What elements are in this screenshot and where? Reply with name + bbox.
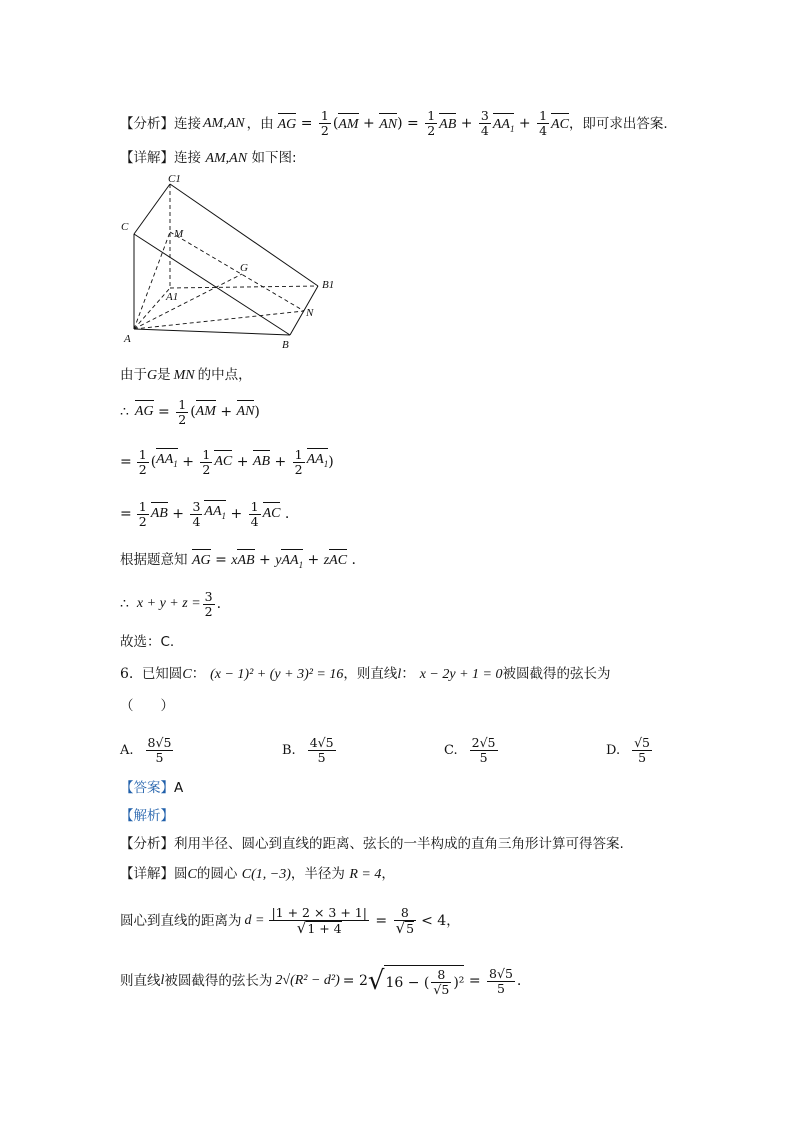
analysis-tag: 【分析】 — [120, 116, 174, 132]
solution-detail: 【详解】圆C的圆心 C(1, −3)，半径为 R = 4， — [120, 866, 395, 882]
question-6-paren: （ ） — [120, 698, 174, 714]
detail-tag: 【详解】 — [120, 150, 174, 166]
label-m: M — [174, 228, 184, 240]
answer-value: A — [174, 780, 184, 796]
label-a: A — [124, 333, 131, 345]
option-a[interactable]: A. $\frac{8√5}{5}$ — [120, 734, 172, 765]
step-3: = $\frac{1}{2}$ AB + $\frac{3}{4}$ $AA_1$ + $\frac{1}{4}$ AC . — [120, 498, 290, 529]
label-n: N — [306, 307, 314, 319]
distance-line: 圆心到直线的距离为 d = $\frac{|1 + 2 \times 3 + 1|}{√1 + 4}$ = $\frac{8}{√5}$ < 4 ， — [120, 905, 460, 937]
label-a1: A1 — [166, 291, 179, 303]
detail-line: 【详解】连接 AM,AN 如下图: — [120, 150, 297, 166]
solution-tag: 【解析】 — [120, 808, 174, 824]
midpoint-line: 由于G是 MN 的中点， — [120, 367, 252, 383]
step-5: ∴ x + y + z = $\frac{3}{2}$ . — [120, 588, 222, 619]
step-4: 根据题意知 AG = xAB + yAA$_1$ + zAC . — [120, 550, 356, 575]
solution-analysis: 【分析】利用半径、圆心到直线的距离、弦长的一半构成的直角三角形计算可得答案. — [120, 836, 624, 852]
choice-line: 故选：C. — [120, 634, 175, 650]
prism-figure — [118, 172, 348, 352]
answer-line — [120, 778, 183, 798]
chord-line: 则直线 l 被圆截得的弦长为 2√(R² − d²) = 2 √ 16 − ( $\frac{8}{√5}$ )² = $\frac{8√5}{5}$ . — [120, 965, 522, 997]
am-an-text: AM,AN — [203, 116, 245, 131]
label-c: C — [121, 221, 129, 233]
label-b: B — [282, 339, 289, 351]
option-d[interactable]: D. $\frac{√5}{5}$ — [606, 734, 651, 765]
analysis-line: 【分析】 连接 AM,AN ，由 AG = $\frac{1}{2}$ (AM + AN) = $\frac{1}{2}$ AB + $\frac{3}{4}$ $AA_1$ + $\frac{1}{4}$ AC ，即可求出答案. — [120, 108, 668, 139]
label-c1: C1 — [168, 173, 181, 185]
label-g: G — [240, 262, 248, 274]
answer-tag: 【答案】 — [120, 780, 174, 796]
solution-line — [120, 806, 174, 826]
option-c[interactable]: C. $\frac{2√5}{5}$ — [444, 734, 496, 765]
option-b[interactable]: B. $\frac{4√5}{5}$ — [282, 734, 334, 765]
vector-equation: AG = $\frac{1}{2}$ (AM + AN) = $\frac{1}{2}$ AB + $\frac{3}{4}$ $AA_1$ + $\frac{1}{4}$ AC — [277, 108, 569, 139]
step-1: ∴ AG = $\frac{1}{2}$ ( AM + AN ) — [120, 396, 260, 427]
question-6-stem: 6. 已知圆C： (x − 1)² + (y + 3)² = 16，则直线l： x − 2y + 1 = 0被圆截得的弦长为 — [120, 666, 611, 682]
label-b1: B1 — [322, 279, 335, 291]
step-2: = $\frac{1}{2}$ ( $AA_1$ + $\frac{1}{2}$ AC + AB + $\frac{1}{2}$ $AA_1$ ) — [120, 446, 334, 477]
